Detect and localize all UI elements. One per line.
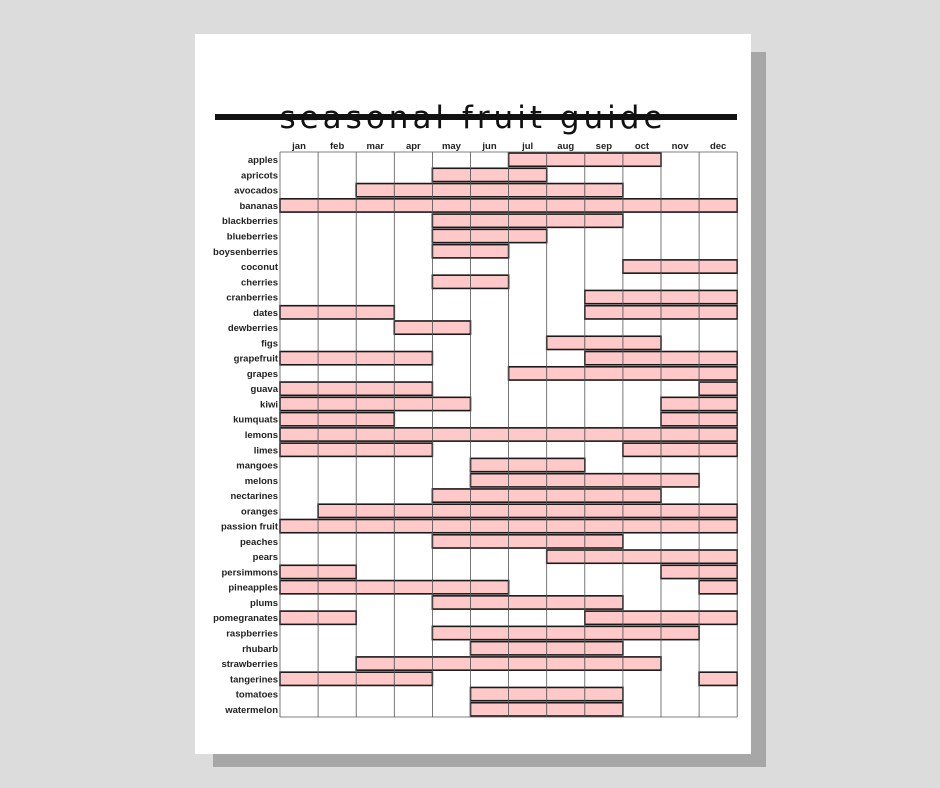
fruit-label: oranges xyxy=(241,506,278,518)
season-cell xyxy=(585,352,623,365)
fruit-label: grapes xyxy=(246,368,278,380)
season-cell xyxy=(699,672,737,685)
season-cell xyxy=(699,413,737,426)
season-cell xyxy=(471,229,509,242)
season-cell xyxy=(318,504,356,517)
season-cell xyxy=(623,519,661,532)
season-cell xyxy=(547,184,585,197)
season-cell xyxy=(509,214,547,227)
season-cell xyxy=(356,428,394,441)
month-label-nov: nov xyxy=(671,141,689,152)
fruit-label: figs xyxy=(261,338,278,350)
season-cell xyxy=(432,168,470,181)
fruit-label: nectarines xyxy=(230,491,278,503)
fruit-label: plums xyxy=(250,597,278,609)
fruit-label: pineapples xyxy=(228,582,278,594)
month-label-mar: mar xyxy=(366,141,384,152)
season-cell xyxy=(471,703,509,716)
season-cell xyxy=(661,352,699,365)
season-cell xyxy=(623,550,661,563)
season-cell xyxy=(318,611,356,624)
season-cell xyxy=(394,321,432,334)
fruit-label: persimmons xyxy=(221,567,278,579)
season-cell xyxy=(509,519,547,532)
season-cell xyxy=(432,184,470,197)
season-cell xyxy=(547,199,585,212)
fruit-label: dewberries xyxy=(227,323,278,335)
season-cell xyxy=(509,229,547,242)
season-cell xyxy=(509,367,547,380)
season-cell xyxy=(318,428,356,441)
season-cell xyxy=(623,153,661,166)
season-cell xyxy=(547,153,585,166)
month-label-sep: sep xyxy=(595,141,613,152)
season-cell xyxy=(356,672,394,685)
fruit-label: mangoes xyxy=(236,460,278,472)
season-cell xyxy=(356,306,394,319)
season-cell xyxy=(356,519,394,532)
season-cell xyxy=(585,596,623,609)
season-cell xyxy=(699,504,737,517)
fruit-label: pears xyxy=(252,552,278,564)
fruit-label: limes xyxy=(253,445,278,457)
season-cell xyxy=(623,474,661,487)
season-cell xyxy=(432,519,470,532)
season-cell xyxy=(394,504,432,517)
month-label-jul: jul xyxy=(522,141,534,152)
season-cell xyxy=(699,260,737,273)
season-cell xyxy=(547,535,585,548)
season-cell xyxy=(394,672,432,685)
season-cell xyxy=(585,367,623,380)
season-cell xyxy=(623,504,661,517)
season-cell xyxy=(623,352,661,365)
fruit-label: passion fruit xyxy=(220,521,278,533)
season-cell xyxy=(585,474,623,487)
season-cell xyxy=(280,519,318,532)
season-cell xyxy=(623,611,661,624)
season-cell xyxy=(699,581,737,594)
season-cell xyxy=(432,275,470,288)
season-cell xyxy=(471,168,509,181)
season-cell xyxy=(585,214,623,227)
season-cell xyxy=(394,352,432,365)
fruit-label: cranberries xyxy=(226,292,278,304)
season-cell xyxy=(318,413,356,426)
season-cell xyxy=(471,504,509,517)
fruit-label: avocados xyxy=(234,185,278,197)
season-cell xyxy=(471,275,509,288)
season-cell xyxy=(471,596,509,609)
season-cell xyxy=(699,367,737,380)
season-cell xyxy=(699,352,737,365)
season-cell xyxy=(699,565,737,578)
season-cell xyxy=(699,306,737,319)
season-cell xyxy=(623,306,661,319)
season-cell xyxy=(509,703,547,716)
season-cell xyxy=(585,489,623,502)
season-cell xyxy=(471,489,509,502)
season-cell xyxy=(661,474,699,487)
season-cell xyxy=(623,290,661,303)
month-label-feb: feb xyxy=(330,141,345,152)
season-cell xyxy=(585,184,623,197)
season-cell xyxy=(280,199,318,212)
fruit-label: bananas xyxy=(239,200,278,212)
season-cell xyxy=(432,535,470,548)
season-cell xyxy=(547,367,585,380)
season-cell xyxy=(699,397,737,410)
season-cell xyxy=(661,413,699,426)
season-cell xyxy=(280,413,318,426)
season-cell xyxy=(318,382,356,395)
season-cell xyxy=(509,642,547,655)
season-cell xyxy=(661,519,699,532)
season-cell xyxy=(356,382,394,395)
season-cell xyxy=(432,397,470,410)
season-cell xyxy=(280,397,318,410)
season-cell xyxy=(509,199,547,212)
season-cell xyxy=(432,229,470,242)
season-cell xyxy=(547,657,585,670)
season-cell xyxy=(318,672,356,685)
fruit-label: lemons xyxy=(244,429,278,441)
season-cell xyxy=(509,657,547,670)
season-cell xyxy=(432,214,470,227)
fruit-label: boysenberries xyxy=(213,246,278,258)
fruit-label: coconut xyxy=(241,262,278,274)
season-cell xyxy=(471,458,509,471)
season-cell xyxy=(547,703,585,716)
season-cell xyxy=(661,504,699,517)
fruit-label: raspberries xyxy=(226,628,278,640)
season-cell xyxy=(471,474,509,487)
season-cell xyxy=(509,626,547,639)
season-cell xyxy=(547,626,585,639)
season-cell xyxy=(623,199,661,212)
season-cell xyxy=(547,642,585,655)
season-cell xyxy=(623,657,661,670)
season-cell xyxy=(547,550,585,563)
season-cell xyxy=(394,397,432,410)
season-cell xyxy=(356,657,394,670)
season-cell xyxy=(280,565,318,578)
fruit-label: grapefruit xyxy=(233,353,278,365)
fruit-label: watermelon xyxy=(225,704,278,716)
season-cell xyxy=(471,519,509,532)
season-cell xyxy=(661,260,699,273)
season-cell xyxy=(699,382,737,395)
season-cell xyxy=(547,428,585,441)
season-cell xyxy=(623,489,661,502)
season-cell xyxy=(623,626,661,639)
season-cell xyxy=(585,535,623,548)
season-cell xyxy=(432,626,470,639)
month-label-oct: oct xyxy=(634,141,650,152)
season-cell xyxy=(509,596,547,609)
season-cell xyxy=(547,214,585,227)
month-label-apr: apr xyxy=(405,141,421,152)
season-cell xyxy=(432,199,470,212)
season-cell xyxy=(699,428,737,441)
season-cell xyxy=(661,199,699,212)
season-cell xyxy=(394,519,432,532)
season-cell xyxy=(661,306,699,319)
season-cell xyxy=(547,474,585,487)
fruit-label: kumquats xyxy=(233,414,278,426)
season-cell xyxy=(509,184,547,197)
fruit-label: peaches xyxy=(239,536,278,548)
season-cell xyxy=(471,687,509,700)
season-cell xyxy=(394,382,432,395)
fruit-label: melons xyxy=(244,475,278,487)
season-cell xyxy=(585,611,623,624)
season-cell xyxy=(547,458,585,471)
season-cell xyxy=(585,428,623,441)
season-cell xyxy=(661,397,699,410)
season-cell xyxy=(471,581,509,594)
season-cell xyxy=(356,413,394,426)
season-cell xyxy=(623,428,661,441)
season-cell xyxy=(471,626,509,639)
season-cell xyxy=(661,611,699,624)
season-cell xyxy=(318,443,356,456)
fruit-label: tomatoes xyxy=(235,689,278,701)
season-cell xyxy=(509,458,547,471)
season-cell xyxy=(356,443,394,456)
season-cell xyxy=(471,657,509,670)
season-cell xyxy=(623,443,661,456)
season-cell xyxy=(661,565,699,578)
season-cell xyxy=(471,184,509,197)
season-cell xyxy=(356,397,394,410)
season-cell xyxy=(356,352,394,365)
season-cell xyxy=(280,352,318,365)
season-cell xyxy=(318,397,356,410)
season-cell xyxy=(394,199,432,212)
season-cell xyxy=(547,596,585,609)
season-cell xyxy=(432,657,470,670)
season-cell xyxy=(280,581,318,594)
season-cell xyxy=(585,550,623,563)
season-cell xyxy=(585,336,623,349)
season-cell xyxy=(356,184,394,197)
season-cell xyxy=(471,214,509,227)
season-cell xyxy=(509,168,547,181)
season-cell xyxy=(623,260,661,273)
season-cell xyxy=(280,611,318,624)
season-cell xyxy=(318,565,356,578)
month-label-aug: aug xyxy=(557,141,575,152)
season-cell xyxy=(394,443,432,456)
season-cell xyxy=(432,245,470,258)
season-cell xyxy=(661,626,699,639)
fruit-label: rhubarb xyxy=(242,643,278,655)
season-cell xyxy=(585,642,623,655)
season-cell xyxy=(585,703,623,716)
season-cell xyxy=(318,306,356,319)
month-label-jan: jan xyxy=(292,141,306,152)
season-cell xyxy=(280,382,318,395)
season-cell xyxy=(356,504,394,517)
season-cell xyxy=(547,504,585,517)
season-cell xyxy=(585,504,623,517)
season-cell xyxy=(585,306,623,319)
season-cell xyxy=(432,596,470,609)
fruit-label: dates xyxy=(253,307,278,319)
season-cell xyxy=(471,199,509,212)
season-cell xyxy=(432,581,470,594)
season-cell xyxy=(432,504,470,517)
season-cell xyxy=(318,199,356,212)
fruit-label: apples xyxy=(247,155,278,167)
season-cell xyxy=(509,687,547,700)
season-cell xyxy=(699,550,737,563)
month-label-may: may xyxy=(441,141,461,152)
fruit-label: cherries xyxy=(241,277,278,289)
season-cell xyxy=(356,199,394,212)
season-cell xyxy=(432,321,470,334)
fruit-label: pomegranates xyxy=(213,613,278,625)
season-cell xyxy=(547,489,585,502)
season-cell xyxy=(585,657,623,670)
fruit-label: guava xyxy=(250,384,278,396)
fruit-label: blackberries xyxy=(222,216,278,228)
season-cell xyxy=(699,290,737,303)
season-cell xyxy=(547,336,585,349)
season-cell xyxy=(509,535,547,548)
season-cell xyxy=(432,428,470,441)
fruit-label: apricots xyxy=(241,170,278,182)
season-cell xyxy=(585,153,623,166)
season-cell xyxy=(394,184,432,197)
season-cell xyxy=(280,672,318,685)
season-cell xyxy=(623,367,661,380)
fruit-label: tangerines xyxy=(229,674,278,686)
fruit-label: kiwi xyxy=(260,399,278,411)
month-label-dec: dec xyxy=(709,141,727,152)
season-cell xyxy=(661,367,699,380)
season-cell xyxy=(471,245,509,258)
season-cell xyxy=(471,535,509,548)
season-cell xyxy=(661,428,699,441)
season-cell xyxy=(509,428,547,441)
season-cell xyxy=(661,290,699,303)
season-cell xyxy=(585,519,623,532)
season-cell xyxy=(394,428,432,441)
season-cell xyxy=(585,687,623,700)
season-cell xyxy=(318,519,356,532)
season-cell xyxy=(318,352,356,365)
season-cell xyxy=(661,443,699,456)
season-cell xyxy=(547,687,585,700)
season-cell xyxy=(318,581,356,594)
season-cell xyxy=(509,489,547,502)
season-cell xyxy=(471,428,509,441)
season-cell xyxy=(356,581,394,594)
season-cell xyxy=(585,626,623,639)
season-cell xyxy=(699,611,737,624)
season-cell xyxy=(432,489,470,502)
season-cell xyxy=(394,657,432,670)
season-cell xyxy=(509,153,547,166)
season-cell xyxy=(623,336,661,349)
season-cell xyxy=(280,428,318,441)
season-cell xyxy=(280,306,318,319)
season-cell xyxy=(699,519,737,532)
fruit-label: blueberries xyxy=(226,231,278,243)
season-cell xyxy=(699,443,737,456)
season-cell xyxy=(280,443,318,456)
season-cell xyxy=(509,474,547,487)
season-cell xyxy=(471,642,509,655)
season-cell xyxy=(585,199,623,212)
season-cell xyxy=(699,199,737,212)
season-cell xyxy=(661,550,699,563)
fruit-label: strawberries xyxy=(221,659,278,671)
season-cell xyxy=(394,581,432,594)
month-label-jun: jun xyxy=(482,141,497,152)
season-cell xyxy=(585,290,623,303)
season-cell xyxy=(509,504,547,517)
season-cell xyxy=(547,519,585,532)
